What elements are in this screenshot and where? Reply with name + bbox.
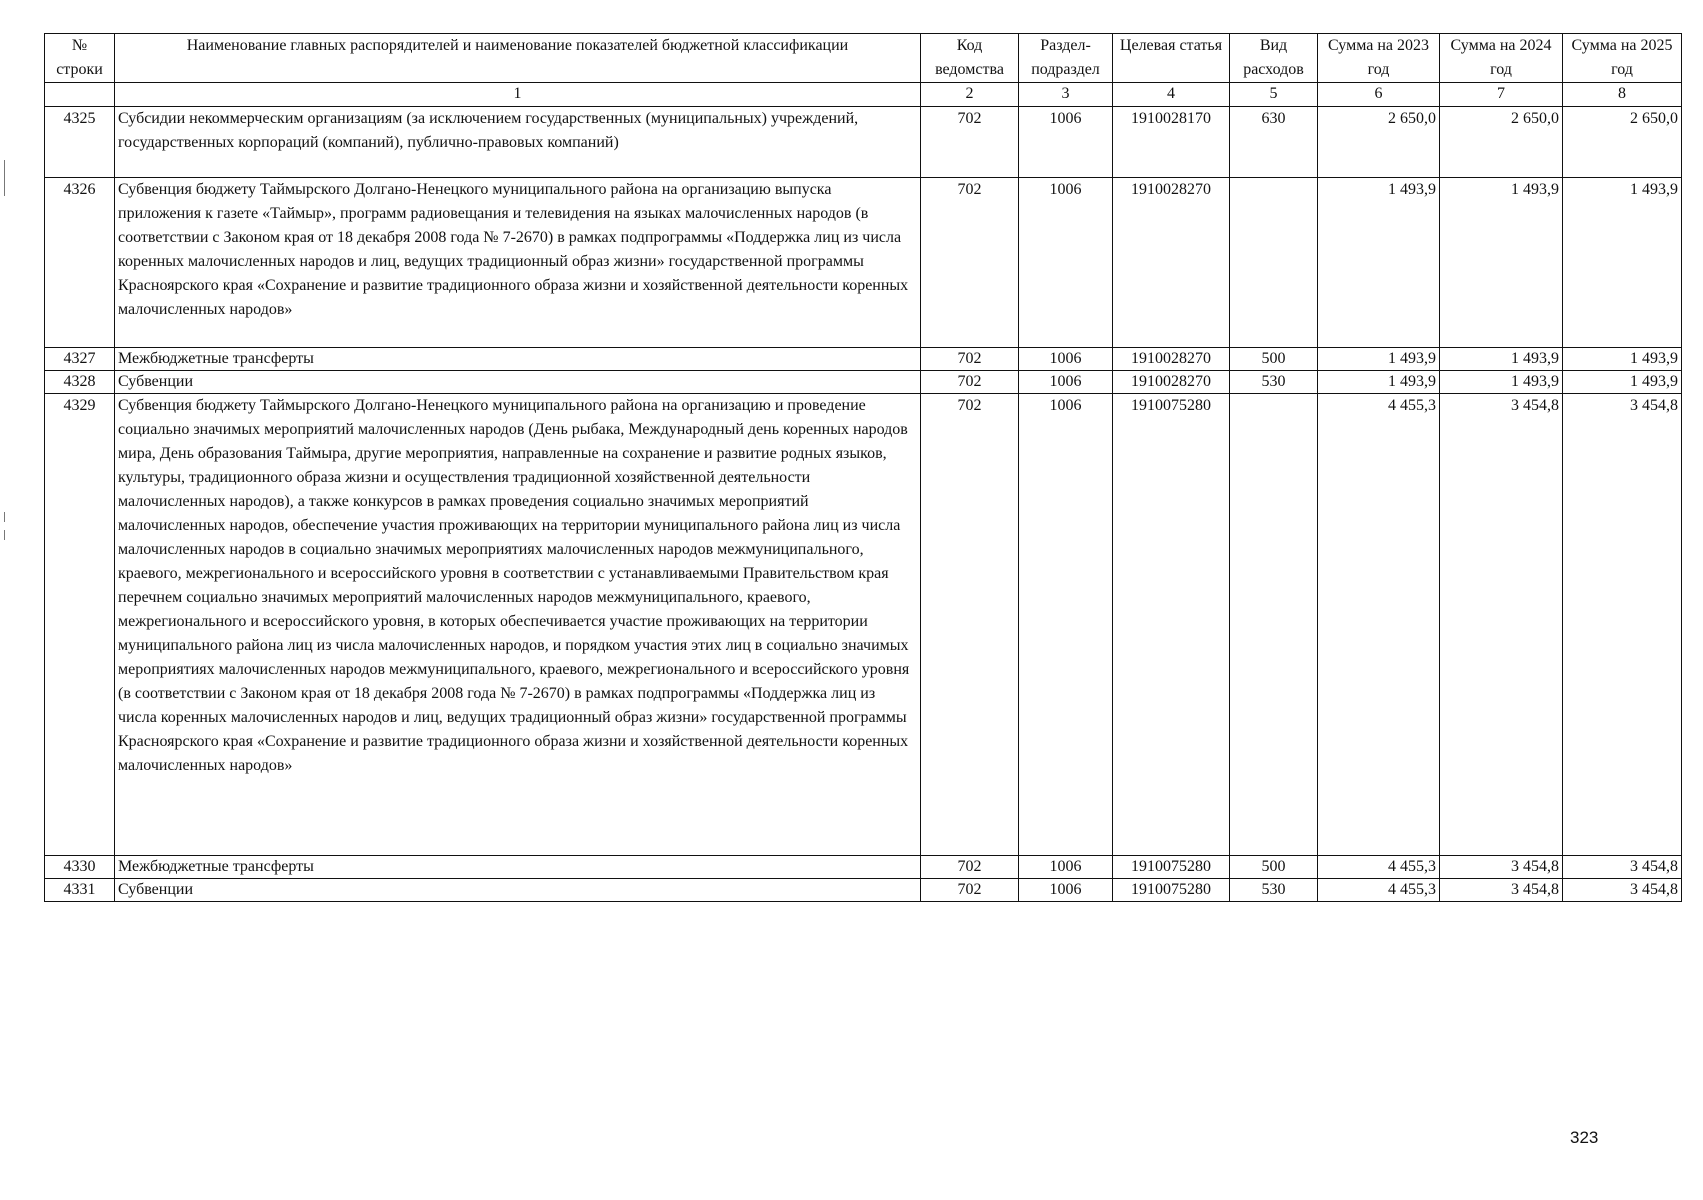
column-number: 5 bbox=[1230, 83, 1318, 107]
sum-2023: 4 455,3 bbox=[1318, 856, 1440, 879]
section-code: 1006 bbox=[1019, 879, 1113, 902]
header-name: Наименование главных распорядителей и наименование показателей бюджетной классификации bbox=[115, 34, 921, 83]
sum-2024: 1 493,9 bbox=[1440, 371, 1563, 394]
sum-2023: 4 455,3 bbox=[1318, 394, 1440, 856]
row-number: 4329 bbox=[45, 394, 115, 856]
row-name: Субвенции bbox=[115, 371, 921, 394]
header-expense-type: Вид расходов bbox=[1230, 34, 1318, 83]
target-article: 1910028270 bbox=[1113, 348, 1230, 371]
sum-2023: 1 493,9 bbox=[1318, 348, 1440, 371]
department-code: 702 bbox=[921, 856, 1019, 879]
row-number: 4331 bbox=[45, 879, 115, 902]
department-code: 702 bbox=[921, 107, 1019, 178]
page-number: 323 bbox=[1570, 1128, 1599, 1147]
row-name: Межбюджетные трансферты bbox=[115, 856, 921, 879]
column-number bbox=[45, 83, 115, 107]
sum-2025: 3 454,8 bbox=[1563, 394, 1682, 856]
table-row bbox=[45, 107, 1682, 178]
sum-2024: 1 493,9 bbox=[1440, 178, 1563, 348]
target-article: 1910028270 bbox=[1113, 371, 1230, 394]
sum-2024: 3 454,8 bbox=[1440, 879, 1563, 902]
expense-type: 630 bbox=[1230, 107, 1318, 178]
header-sum-2024: Сумма на 2024 год bbox=[1440, 34, 1563, 83]
row-number: 4328 bbox=[45, 371, 115, 394]
row-name: Субвенция бюджету Таймырского Долгано-Ненецкого муниципального района на организацию и проведение социально значимых мероприятий малочисленных народов (День рыбака, Международный день коренных народов мира, День образования Таймыра, другие мероприятия, направленные на сохранение и развитие родных языков, культуры, традиционного образа жизни и осуществления традиционной хозяйственной деятельности малочисленных народов), а также конкурсов в рамках проведения социально значимых мероприятий малочисленных народов, обеспечение участия проживающих на территории муниципального района лиц из числа малочисленных народов в социально значимых мероприятиях малочисленных народов межмуниципального, краевого, межрегионального и всероссийского уровня в соответствии с устанавливаемыми Правительством края перечнем социально значимых мероприятий малочисленных народов межмуниципального, краевого, межрегионального и всероссийского уровня, в которых обеспечивается участие проживающих на территории муниципального района лиц из числа малочисленных народов, и порядком участия этих лиц в социально значимых мероприятиях малочисленных народов межмуниципального, краевого, межрегионального и всероссийского уровня (в соответствии с Законом края от 18 декабря 2008 года № 7-2670) в рамках подпрограммы «Поддержка лиц из числа коренных малочисленных народов и лиц, ведущих традиционный образ жизни» государственной программы Красноярского края «Сохранение и развитие традиционного образа жизни и хозяйственной деятельности коренных малочисленных народов» bbox=[115, 394, 921, 856]
sum-2023: 1 493,9 bbox=[1318, 371, 1440, 394]
sum-2024: 2 650,0 bbox=[1440, 107, 1563, 178]
sum-2024: 3 454,8 bbox=[1440, 856, 1563, 879]
table-row bbox=[45, 348, 1682, 371]
scan-margin-mark bbox=[4, 530, 5, 540]
sum-2023: 4 455,3 bbox=[1318, 879, 1440, 902]
row-number: 4330 bbox=[45, 856, 115, 879]
expense-type bbox=[1230, 394, 1318, 856]
target-article: 1910075280 bbox=[1113, 394, 1230, 856]
expense-type: 500 bbox=[1230, 856, 1318, 879]
column-number: 2 bbox=[921, 83, 1019, 107]
section-code: 1006 bbox=[1019, 178, 1113, 348]
sum-2025: 2 650,0 bbox=[1563, 107, 1682, 178]
table-row bbox=[45, 178, 1682, 348]
sum-2024: 1 493,9 bbox=[1440, 348, 1563, 371]
sum-2025: 1 493,9 bbox=[1563, 178, 1682, 348]
row-name: Субвенция бюджету Таймырского Долгано-Ненецкого муниципального района на организацию выпуска приложения к газете «Таймыр», программ радиовещания и телевидения на языках малочисленных народов (в соответствии с Законом края от 18 декабря 2008 года № 7-2670) в рамках подпрограммы «Поддержка лиц из числа коренных малочисленных народов и лиц, ведущих традиционный образ жизни» государственной программы Красноярского края «Сохранение и развитие традиционного образа жизни и хозяйственной деятельности коренных малочисленных народов» bbox=[115, 178, 921, 348]
section-code: 1006 bbox=[1019, 107, 1113, 178]
department-code: 702 bbox=[921, 178, 1019, 348]
row-name: Субвенции bbox=[115, 879, 921, 902]
sum-2024: 3 454,8 bbox=[1440, 394, 1563, 856]
sum-2025: 1 493,9 bbox=[1563, 371, 1682, 394]
sum-2025: 1 493,9 bbox=[1563, 348, 1682, 371]
department-code: 702 bbox=[921, 394, 1019, 856]
header-target-article: Целевая статья bbox=[1113, 34, 1230, 83]
budget-table bbox=[44, 33, 1682, 902]
section-code: 1006 bbox=[1019, 371, 1113, 394]
column-number: 1 bbox=[115, 83, 921, 107]
expense-type bbox=[1230, 178, 1318, 348]
column-number: 4 bbox=[1113, 83, 1230, 107]
expense-type: 500 bbox=[1230, 348, 1318, 371]
sum-2025: 3 454,8 bbox=[1563, 856, 1682, 879]
target-article: 1910028170 bbox=[1113, 107, 1230, 178]
column-number-row bbox=[45, 83, 1682, 107]
column-number: 3 bbox=[1019, 83, 1113, 107]
header-department-code: Код ведомства bbox=[921, 34, 1019, 83]
row-number: 4327 bbox=[45, 348, 115, 371]
department-code: 702 bbox=[921, 371, 1019, 394]
scan-margin-mark bbox=[4, 512, 5, 522]
column-number: 7 bbox=[1440, 83, 1563, 107]
column-number: 8 bbox=[1563, 83, 1682, 107]
table-row bbox=[45, 371, 1682, 394]
column-number: 6 bbox=[1318, 83, 1440, 107]
target-article: 1910028270 bbox=[1113, 178, 1230, 348]
section-code: 1006 bbox=[1019, 348, 1113, 371]
row-name: Межбюджетные трансферты bbox=[115, 348, 921, 371]
section-code: 1006 bbox=[1019, 394, 1113, 856]
row-name: Субсидии некоммерческим организациям (за исключением государственных (муниципальных) учреждений, государственных корпораций (компаний), публично-правовых компаний) bbox=[115, 107, 921, 178]
expense-type: 530 bbox=[1230, 371, 1318, 394]
sum-2023: 2 650,0 bbox=[1318, 107, 1440, 178]
target-article: 1910075280 bbox=[1113, 879, 1230, 902]
table-row bbox=[45, 879, 1682, 902]
row-number: 4326 bbox=[45, 178, 115, 348]
department-code: 702 bbox=[921, 879, 1019, 902]
sum-2023: 1 493,9 bbox=[1318, 178, 1440, 348]
header-section: Раздел-подраздел bbox=[1019, 34, 1113, 83]
header-row-number: № строки bbox=[45, 34, 115, 83]
header-row bbox=[45, 34, 1682, 83]
scan-margin-mark bbox=[4, 160, 5, 196]
table-row bbox=[45, 856, 1682, 879]
row-number: 4325 bbox=[45, 107, 115, 178]
department-code: 702 bbox=[921, 348, 1019, 371]
expense-type: 530 bbox=[1230, 879, 1318, 902]
table-row bbox=[45, 394, 1682, 856]
header-sum-2023: Сумма на 2023 год bbox=[1318, 34, 1440, 83]
header-sum-2025: Сумма на 2025 год bbox=[1563, 34, 1682, 83]
section-code: 1006 bbox=[1019, 856, 1113, 879]
target-article: 1910075280 bbox=[1113, 856, 1230, 879]
sum-2025: 3 454,8 bbox=[1563, 879, 1682, 902]
